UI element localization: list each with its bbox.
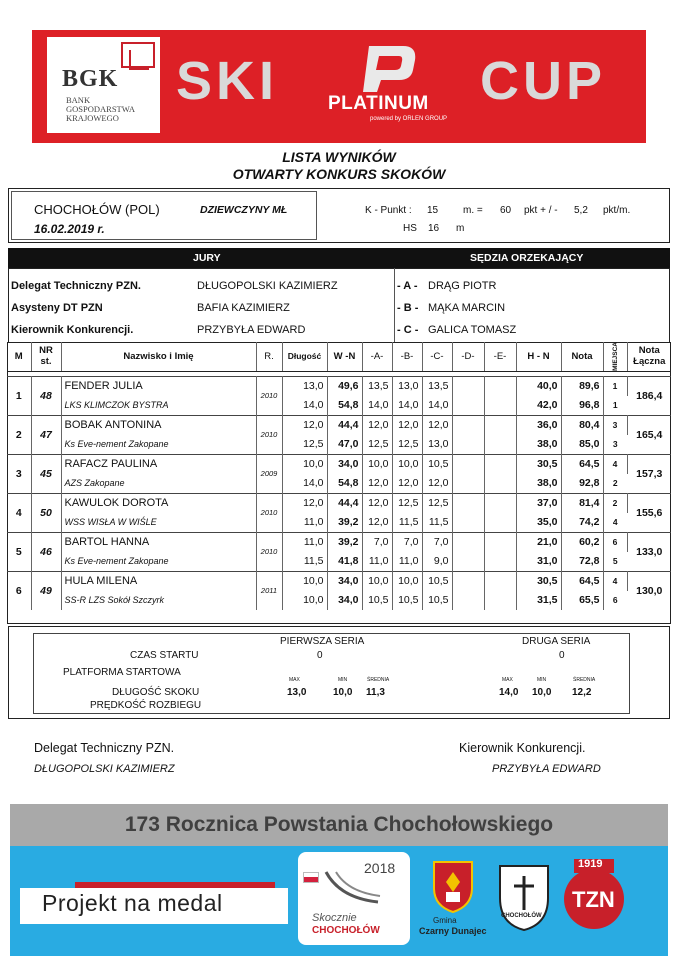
event-date: 16.02.2019 r. [34,222,105,236]
jump1-length: 12,0 [282,415,327,435]
jump2-judge-b: 11,0 [392,552,422,572]
s1-max-value: 13,0 [287,687,307,698]
second-series-label: DRUGA SERIA [522,636,591,647]
place: 3 [7,454,31,493]
jump2-judge-e [484,513,516,533]
skocznie-year: 2018 [364,860,396,876]
cup-title: CUP [480,51,607,111]
jump2-length: 10,0 [282,591,327,610]
jump2-judge-d [452,435,484,455]
jump2-nota: 65,5 [561,591,603,610]
jump2-judge-d [452,552,484,572]
total-score: 130,0 [627,571,671,610]
jump1-judge-b: 10,0 [392,454,422,474]
start-number: 49 [31,571,61,610]
start-number: 48 [31,376,61,415]
jump1-h-n: 37,0 [516,493,561,513]
bgk-logo-square-inner-icon [129,50,149,70]
ks-crest-text: CHOCHOŁÓW [501,913,542,919]
skocznie-place: CHOCHOŁÓW [312,925,380,936]
results-table [7,342,671,610]
birth-year: 2010 [256,376,282,415]
jump2-judge-c: 12,0 [422,474,452,494]
jump2-w-n: 54,8 [327,474,362,494]
jump1-length: 11,0 [282,532,327,552]
place: 1 [7,376,31,415]
s2-avg-label: ŚREDNIA [573,677,596,683]
start-number: 50 [31,493,61,532]
place: 5 [7,532,31,571]
athlete-name: HULA MILENA [61,571,256,591]
jump2-nota: 72,8 [561,552,603,572]
s1-avg-value: 11,3 [366,687,385,698]
birth-year: 2010 [256,415,282,454]
jump1-h-n: 30,5 [516,571,561,591]
start-time-label: CZAS STARTU [130,650,199,661]
results-header-row [7,342,671,371]
start-time-second: 0 [559,650,565,661]
jump2-length: 14,0 [282,396,327,416]
jump2-rank: 5 [612,556,618,567]
jump2-nota: 74,2 [561,513,603,533]
judge-tag: - A - [397,280,418,292]
s2-min-value: 10,0 [532,687,552,698]
col-header-hn: H - N [516,342,561,371]
jump2-judge-a: 14,0 [362,396,392,416]
judges-header-label: SĘDZIA ORZEKAJĄCY [470,252,584,264]
jump1-judge-b: 12,0 [392,415,422,435]
result-row [7,571,671,591]
jump1-length: 13,0 [282,376,327,396]
s2-max-value: 14,0 [499,687,519,698]
jump1-judge-a: 13,5 [362,376,392,396]
run-speed-label: PRĘDKOŚĆ ROZBIEGU [90,700,202,711]
jump1-w-n: 34,0 [327,571,362,591]
total-score: 157,3 [627,454,671,493]
jump2-judge-a: 12,0 [362,474,392,494]
result-row-club [7,513,671,533]
s2-min-label: MIN [537,677,547,683]
jump1-rank: 4 [603,571,627,591]
jump1-judge-a: 7,0 [362,532,392,552]
col-header-r: R. [256,342,282,371]
jump1-judge-a: 10,0 [362,454,392,474]
jump1-rank: 1 [603,376,627,396]
jury-person: PRZYBYŁA EDWARD [197,324,306,336]
jump1-judge-c: 7,0 [422,532,452,552]
hs-unit: m [456,223,465,234]
jump2-rank: 1 [612,400,618,411]
jump2-judge-c: 11,5 [422,513,452,533]
result-row [7,454,671,474]
jump1-judge-d [452,493,484,513]
projekt-na-medal-logo: Projekt na medal [42,890,223,916]
jump2-w-n: 54,8 [327,396,362,416]
jump2-rank: 4 [612,517,618,528]
total-score: 165,4 [627,415,671,454]
jump1-judge-a: 12,0 [362,493,392,513]
jump2-judge-e [484,591,516,610]
first-series-label: PIERWSZA SERIA [280,636,365,647]
result-row [7,532,671,552]
jump2-nota: 96,8 [561,396,603,416]
hs-label: HS [403,223,417,234]
birth-year: 2010 [256,493,282,532]
ski-jump-icon [320,868,384,908]
jump1-judge-e [484,376,516,396]
event-category: DZIEWCZYNY MŁ [200,204,288,216]
jump1-nota: 64,5 [561,571,603,591]
jump1-judge-a: 12,0 [362,415,392,435]
jump2-w-n: 47,0 [327,435,362,455]
s1-min-label: MIN [338,677,348,683]
athlete-name: FENDER JULIA [61,376,256,396]
athlete-name: BOBAK ANTONINA [61,415,256,435]
signature-right-name: PRZYBYŁA EDWARD [492,763,601,775]
athlete-club: Ks Eve-nement Zakopane [61,435,256,455]
powered-by-text: powered by ORLEN GROUP [370,116,448,122]
jump1-nota: 80,4 [561,415,603,435]
jump2-h-n: 38,0 [516,474,561,494]
total-score: 155,6 [627,493,671,532]
jump1-nota: 60,2 [561,532,603,552]
s1-min-value: 10,0 [333,687,353,698]
col-header-total: Nota Łączna [627,342,671,371]
jump2-judge-b: 11,5 [392,513,422,533]
k-point-points: 60 [500,205,512,216]
result-row-club [7,552,671,572]
athlete-club: AZS Zakopane [61,474,256,494]
jump2-judge-c: 14,0 [422,396,452,416]
jump1-nota: 89,6 [561,376,603,396]
athlete-club: SS-R LZS Sokół Szczyrk [61,591,256,610]
jump1-judge-d [452,415,484,435]
jump1-w-n: 49,6 [327,376,362,396]
jump2-length: 14,0 [282,474,327,494]
jump1-judge-b: 7,0 [392,532,422,552]
jump2-nota: 92,8 [561,474,603,494]
k-point-label: K - Punkt : [365,205,412,216]
birth-year: 2011 [256,571,282,610]
jump2-h-n: 31,5 [516,591,561,610]
col-header-d: -D- [452,342,484,371]
jury-divider [394,268,395,343]
jump2-length: 12,5 [282,435,327,455]
jury-person: DŁUGOPOLSKI KAZIMIERZ [197,280,338,292]
k-point-eq: m. = [463,205,483,216]
points-per-meter-label: pkt/m. [603,205,631,216]
place: 4 [7,493,31,532]
jump1-judge-c: 13,5 [422,376,452,396]
jump1-h-n: 36,0 [516,415,561,435]
col-header-nota: Nota [561,342,603,371]
jump2-judge-d [452,513,484,533]
start-number: 46 [31,532,61,571]
signature-left-role: Delegat Techniczny PZN. [34,741,175,755]
jump2-rank: 3 [612,439,618,450]
hs-value: 16 [428,223,440,234]
jury-role: Kierownik Konkurencji. [11,324,134,336]
jump1-judge-c: 10,5 [422,454,452,474]
jump1-judge-b: 12,5 [392,493,422,513]
jump1-h-n: 30,5 [516,454,561,474]
s2-avg-value: 12,2 [572,687,592,698]
signature-right-role: Kierownik Konkurencji. [459,741,586,755]
jump1-rank: 4 [603,454,627,474]
jump2-judge-a: 12,5 [362,435,392,455]
jump1-judge-e [484,571,516,591]
start-time-first: 0 [317,650,323,661]
col-header-length: Długość [282,342,327,371]
jump1-judge-d [452,571,484,591]
jump1-judge-a: 10,0 [362,571,392,591]
ski-title: SKI [176,51,279,111]
place: 2 [7,415,31,454]
gmina-name: Czarny Dunajec [419,926,487,936]
jump2-judge-a: 11,0 [362,552,392,572]
skocznie-text: Skocznie [312,912,357,924]
col-header-m: M [7,342,31,371]
jury-header [8,248,670,268]
points-per-meter: 5,2 [574,205,588,216]
jump2-judge-b: 12,5 [392,435,422,455]
place: 6 [7,571,31,610]
total-score: 133,0 [627,532,671,571]
start-platform-label: PLATFORMA STARTOWA [63,667,181,678]
judge-name: GALICA TOMASZ [428,324,517,336]
jump1-judge-b: 10,0 [392,571,422,591]
judge-tag: - C - [397,324,419,336]
jump2-judge-e [484,396,516,416]
jump1-length: 10,0 [282,454,327,474]
jump2-w-n: 41,8 [327,552,362,572]
birth-year: 2010 [256,532,282,571]
competition-title: OTWARTY KONKURS SKOKÓW [232,166,446,182]
jump2-h-n: 35,0 [516,513,561,533]
col-header-name: Nazwisko i Imię [61,342,256,371]
platinum-p-logo-icon [355,42,421,94]
jump1-judge-e [484,454,516,474]
jump1-w-n: 34,0 [327,454,362,474]
jump2-judge-c: 13,0 [422,435,452,455]
gmina-coat-of-arms-icon [430,858,476,914]
jump2-h-n: 42,0 [516,396,561,416]
ks-chocholow-crest-icon [494,860,554,934]
jump1-judge-c: 12,5 [422,493,452,513]
athlete-club: LKS KLIMCZOK BYSTRA [61,396,256,416]
jump2-judge-a: 10,5 [362,591,392,610]
jump1-judge-d [452,532,484,552]
k-point-value: 15 [427,205,439,216]
col-header-nr: NR st. [31,342,61,371]
jump1-judge-e [484,532,516,552]
jump1-judge-d [452,376,484,396]
jump1-h-n: 21,0 [516,532,561,552]
jump2-judge-c: 10,5 [422,591,452,610]
athlete-name: BARTOL HANNA [61,532,256,552]
jump-length-label: DŁUGOŚĆ SKOKU [112,687,200,698]
jump2-judge-b: 12,0 [392,474,422,494]
athlete-name: KAWULOK DOROTA [61,493,256,513]
jump2-length: 11,0 [282,513,327,533]
jump1-nota: 64,5 [561,454,603,474]
jump1-nota: 81,4 [561,493,603,513]
result-row [7,376,671,396]
jump2-rank: 2 [612,478,618,489]
jump2-length: 11,5 [282,552,327,572]
start-number: 47 [31,415,61,454]
jump1-length: 12,0 [282,493,327,513]
signature-left-name: DŁUGOPOLSKI KAZIMIERZ [34,763,175,775]
result-row-club [7,435,671,455]
col-header-places-label: MIEJSCA [611,342,619,371]
col-header-b: -B- [392,342,422,371]
jump2-w-n: 34,0 [327,591,362,610]
athlete-club: WSS WISŁA W WIŚLE [61,513,256,533]
jump2-judge-e [484,552,516,572]
jump2-judge-c: 9,0 [422,552,452,572]
jump1-judge-e [484,415,516,435]
jump2-judge-b: 14,0 [392,396,422,416]
col-header-wn: W -N [327,342,362,371]
results-list-title: LISTA WYNIKÓW [282,149,396,165]
jump1-judge-c: 12,0 [422,415,452,435]
col-header-e: -E- [484,342,516,371]
jump2-w-n: 39,2 [327,513,362,533]
result-row-club [7,591,671,610]
result-row [7,415,671,435]
birth-year: 2009 [256,454,282,493]
jump1-w-n: 39,2 [327,532,362,552]
col-header-a: -A- [362,342,392,371]
gmina-label: Gmina [433,916,457,925]
jury-person: BAFIA KAZIMIERZ [197,302,290,314]
result-row [7,493,671,513]
jury-role: Delegat Techniczny PZN. [11,280,141,292]
jury-header-label: JURY [193,252,221,264]
jump1-judge-b: 13,0 [392,376,422,396]
result-row-club [7,396,671,416]
tzn-text: TZN [572,887,615,912]
platinum-text: PLATINUM [328,93,429,114]
points-label: pkt + / - [524,205,558,216]
jump2-judge-a: 12,0 [362,513,392,533]
jump1-judge-c: 10,5 [422,571,452,591]
s1-max-label: MAX [289,677,300,683]
s1-avg-label: ŚREDNIA [367,677,390,683]
col-header-c: -C- [422,342,452,371]
bgk-logo-subtext: BANK GOSPODARSTWA KRAJOWEGO [66,95,135,123]
jump2-judge-e [484,435,516,455]
event-place: CHOCHOŁÓW (POL) [34,202,160,217]
tzn-year: 1919 [578,858,603,870]
jump1-rank: 2 [603,493,627,513]
bgk-logo-text: BGK [62,66,119,92]
jury-role: Asysteny DT PZN [11,302,103,314]
result-row-club [7,474,671,494]
athlete-club: Ks Eve-nement Zakopane [61,552,256,572]
jump1-rank: 6 [603,532,627,552]
total-score: 186,4 [627,376,671,415]
anniversary-text: 173 Rocznica Powstania Chochołowskiego [124,813,554,836]
projekt-logo-stripe [75,882,275,888]
judge-tag: - B - [397,302,419,314]
jump1-judge-e [484,493,516,513]
jump2-rank: 6 [612,595,618,606]
s2-max-label: MAX [502,677,513,683]
jump2-judge-b: 10,5 [392,591,422,610]
judge-name: MĄKA MARCIN [428,302,506,314]
jump2-h-n: 38,0 [516,435,561,455]
jump1-judge-d [452,454,484,474]
jump1-h-n: 40,0 [516,376,561,396]
jump2-judge-d [452,474,484,494]
jump2-judge-d [452,591,484,610]
col-header-places [603,342,627,371]
jump2-judge-e [484,474,516,494]
judge-name: DRĄG PIOTR [428,280,497,292]
jump2-h-n: 31,0 [516,552,561,572]
poland-flag-bottom-icon [303,877,319,883]
jump1-w-n: 44,4 [327,493,362,513]
athlete-name: RAFACZ PAULINA [61,454,256,474]
jump2-judge-d [452,396,484,416]
jump1-rank: 3 [603,415,627,435]
jump1-length: 10,0 [282,571,327,591]
jump2-nota: 85,0 [561,435,603,455]
start-number: 45 [31,454,61,493]
jump1-w-n: 44,4 [327,415,362,435]
